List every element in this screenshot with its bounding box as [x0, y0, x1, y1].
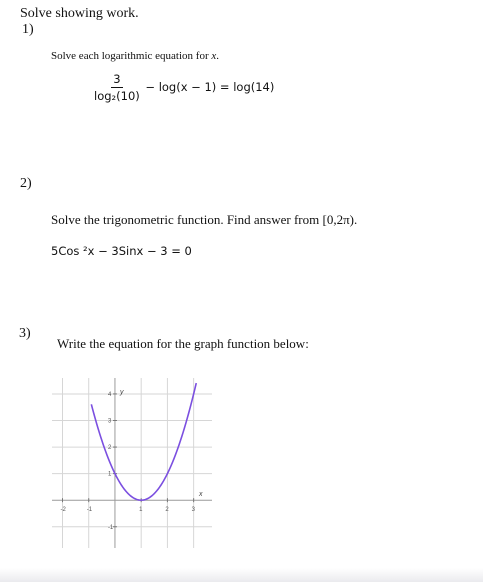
question-3-number: 3) [19, 326, 31, 341]
parabola-graph [52, 378, 212, 548]
question-2-number: 2) [20, 176, 32, 191]
question-1-number: 1) [22, 22, 34, 37]
y-tick-label: -1 [107, 524, 114, 531]
question-3-instruction: Write the equation for the graph function below: [57, 336, 309, 351]
x-tick-label: 1 [139, 507, 143, 514]
x-tick-label: 3 [191, 507, 195, 514]
question-2-equation: 5Cos ²x − 3Sinx − 3 = 0 [51, 244, 192, 258]
question-1-instruction-text: Solve each logarithmic equation for [51, 50, 212, 62]
fraction-numerator: 3 [113, 72, 121, 86]
x-axis-label: x [199, 491, 203, 499]
equation-remainder: − log(x − 1) = log(14) [145, 80, 275, 94]
question-1-instruction-variable: x [211, 50, 217, 62]
parabola-curve [91, 383, 196, 500]
question-1-instruction [51, 50, 219, 62]
bottom-fade [0, 568, 483, 582]
y-tick-label: 3 [107, 418, 112, 425]
x-tick-label: -1 [86, 507, 93, 514]
y-axis-label: y [119, 389, 124, 396]
y-tick-label: 2 [107, 445, 112, 452]
x-tick-label: 2 [165, 507, 169, 514]
question-1-fraction [92, 72, 142, 103]
x-tick-label: -2 [60, 507, 66, 514]
fraction-denominator: log₂(10) [94, 89, 140, 103]
worksheet-title: Solve showing work. [20, 6, 139, 21]
y-tick-label: 4 [107, 391, 112, 398]
question-2-instruction: Solve the trigonometric function. Find answer from [0,2π). [51, 212, 358, 227]
question-1-instruction-period: . [216, 50, 220, 62]
question-1-equation [92, 72, 274, 103]
y-tick-label: 1 [107, 471, 112, 478]
